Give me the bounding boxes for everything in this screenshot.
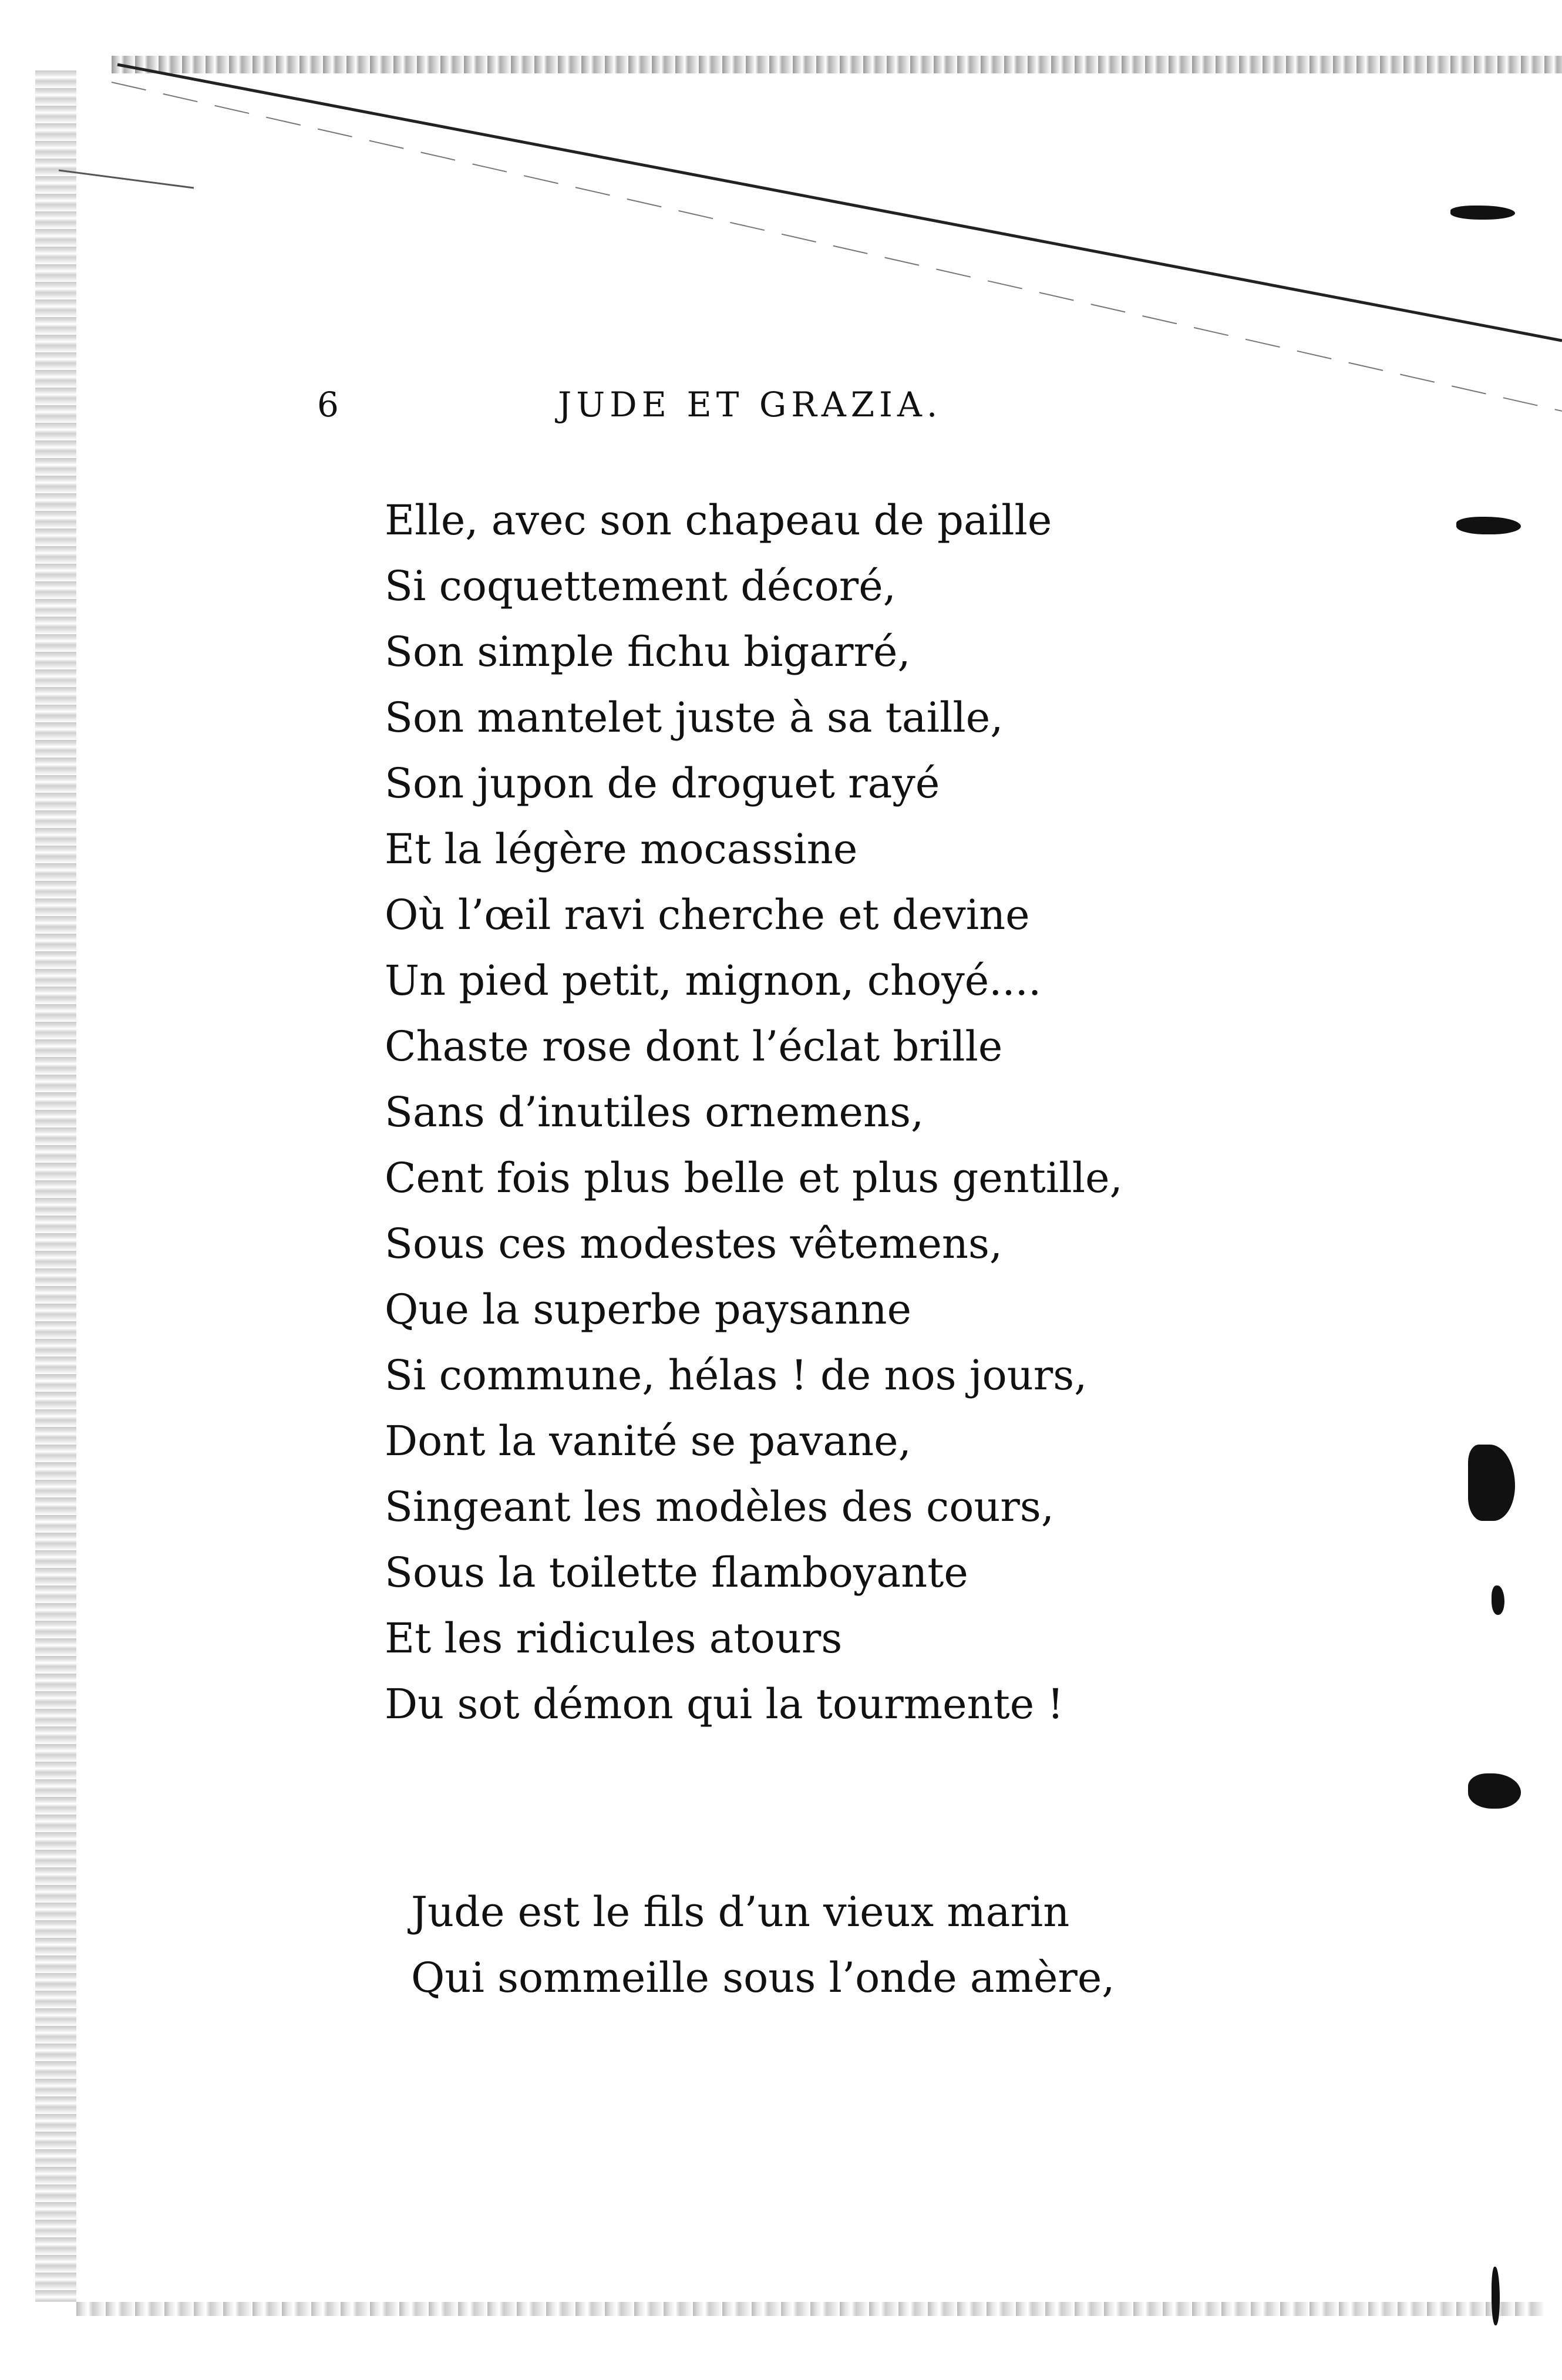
- stanza: [411, 1879, 1115, 2011]
- verse-line: Elle, avec son chapeau de paille: [385, 496, 1052, 544]
- running-title: JUDE ET GRAZIA.: [558, 385, 942, 425]
- verse-line: Si commune, hélas ! de nos jours,: [385, 1351, 1088, 1399]
- verse-line: Et les ridicules atours: [385, 1614, 843, 1662]
- verse-line: Un pied petit, mignon, choyé....: [385, 957, 1042, 1005]
- ink-blot: [1468, 1773, 1521, 1809]
- verse-line: Où l’œil ravi cherche et devine: [385, 891, 1030, 939]
- stanza: [385, 487, 1123, 1737]
- crease-line-secondary: [112, 82, 1562, 411]
- ink-blot: [1468, 1445, 1515, 1521]
- crease-line-main: [117, 65, 1562, 341]
- page-number: 6: [317, 385, 344, 425]
- running-header: [0, 385, 1562, 426]
- verse-line: Son simple fichu bigarré,: [385, 628, 911, 676]
- verse-line: Chaste rose dont l’éclat brille: [385, 1022, 1003, 1071]
- ink-blot: [1492, 2267, 1500, 2325]
- verse-line: Cent fois plus belle et plus gentille,: [385, 1154, 1123, 1202]
- scan-edge-bottom: [76, 2302, 1544, 2316]
- verse-line: Qui sommeille sous l’onde amère,: [411, 1954, 1115, 2002]
- verse-line: Singeant les modèles des cours,: [385, 1483, 1055, 1531]
- verse-line: Que la superbe paysanne: [385, 1285, 912, 1334]
- verse-line: Sous ces modestes vêtemens,: [385, 1220, 1003, 1268]
- verse-line: Dont la vanité se pavane,: [385, 1417, 911, 1465]
- ink-blot: [1450, 206, 1515, 220]
- crease-line-left: [59, 170, 194, 188]
- ink-blot: [1492, 1585, 1504, 1615]
- verse-line: Sans d’inutiles ornemens,: [385, 1088, 924, 1136]
- verse-line: Et la légère mocassine: [385, 825, 858, 873]
- verse-line: Du sot démon qui la tourmente !: [385, 1680, 1064, 1728]
- verse-line: Son mantelet juste à sa taille,: [385, 694, 1004, 742]
- verse-line: Si coquettement décoré,: [385, 562, 896, 610]
- verse-line: Jude est le fils d’un vieux marin: [411, 1888, 1070, 1936]
- verse-line: Sous la toilette flamboyante: [385, 1548, 968, 1597]
- verse-line: Son jupon de droguet rayé: [385, 759, 940, 807]
- ink-blot: [1456, 517, 1521, 534]
